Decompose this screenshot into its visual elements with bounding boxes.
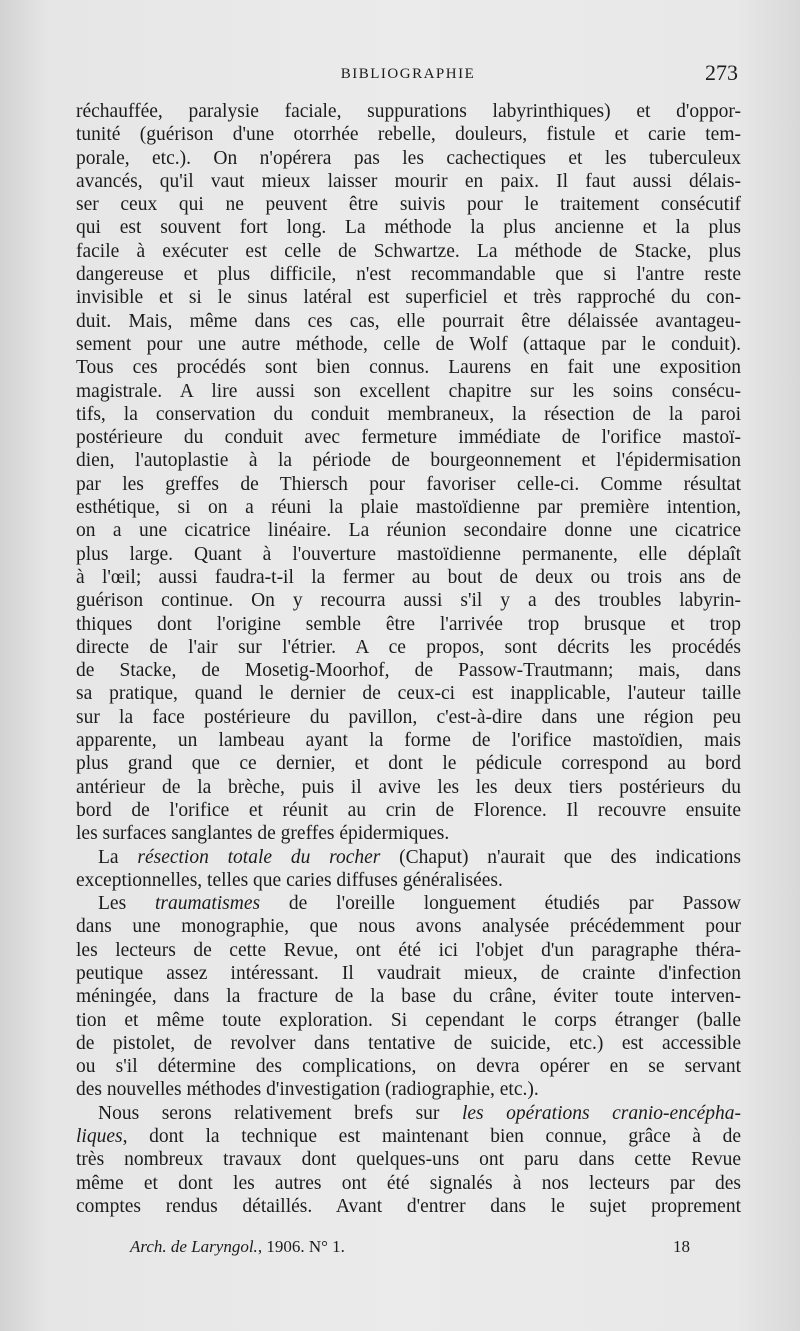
- text-line: peutique assez intéressant. Il vaudrait mieux, de crainte d'infection: [76, 962, 741, 984]
- text-line: comptes rendus détaillés. Avant d'entrer dans le sujet proprement: [76, 1195, 741, 1217]
- text-line: postérieure du conduit avec fermeture immédiate de l'orifice mastoï-: [76, 427, 741, 449]
- text-line: thiques dont l'origine semble être l'arrivée trop brusque et trop: [76, 613, 741, 635]
- journal-reference: Arch. de Laryngol., 1906. N° 1.: [130, 1237, 345, 1256]
- text-line: esthétique, si on a réuni la plaie mastoïdienne par première intention,: [76, 497, 741, 519]
- text-line: La résection totale du rocher (Chaput) n'aurait que des indications: [98, 846, 741, 868]
- text-line: ou s'il détermine des complications, on devra opérer en se servant: [76, 1056, 741, 1078]
- text-line: dans une monographie, que nous avons analysée précédemment pour: [76, 916, 741, 938]
- text-line: magistrale. A lire aussi son excellent chapitre sur les soins consécu-: [76, 380, 741, 402]
- text-line: méningée, dans la fracture de la base du crâne, éviter toute interven-: [76, 986, 741, 1008]
- paragraph-mastoid-operations: [76, 100, 741, 846]
- italic-term: traumatismes: [155, 893, 261, 915]
- text-line: ser ceux qui ne peuvent être suivis pour le traitement consécutif: [76, 194, 741, 216]
- text-line: réchauffée, paralysie faciale, suppurations labyrinthiques) et d'oppor-: [76, 101, 741, 122]
- text-line: directe de l'air sur l'étrier. A ce propos, sont décrits les procédés: [76, 636, 741, 658]
- text-line: de Stacke, de Mosetig-Moorhof, de Passow-Trautmann; mais, dans: [76, 660, 741, 682]
- text-line: qui est souvent fort long. La méthode la plus ancienne et la plus: [76, 217, 741, 239]
- text-line: on a une cicatrice linéaire. La réunion secondaire donne une cicatrice: [76, 520, 741, 542]
- page-header: [78, 60, 738, 88]
- text-line: tunité (guérison d'une otorrhée rebelle, douleurs, fistule et carie tem-: [76, 124, 741, 146]
- text-line: Nous serons relativement brefs sur les opérations cranio-encépha-: [98, 1102, 741, 1124]
- text-line: guérison continue. On y recourra aussi s'il y a des troubles labyrin-: [76, 590, 741, 612]
- text-line: sa pratique, quand le dernier de ceux-ci est inapplicable, l'auteur taille: [76, 683, 741, 705]
- text-line: porale, etc.). On n'opérera pas les cachectiques et les tuberculeux: [76, 147, 741, 169]
- text-line: des nouvelles méthodes d'investigation (radiographie, etc.).: [76, 1079, 539, 1101]
- italic-term: liques: [76, 1126, 123, 1148]
- text-line: exceptionnelles, telles que caries diffuses généralisées.: [76, 869, 503, 891]
- text-line: invisible et si le sinus latéral est superficiel et très rapproché du con-: [76, 287, 741, 309]
- text-line: apparente, un lambeau ayant la forme de l'orifice mastoïdien, mais: [76, 730, 741, 752]
- text-line: très nombreux travaux dont quelques-uns ont paru dans cette Revue: [76, 1149, 741, 1171]
- text-line: sur la face postérieure du pavillon, c'est-à-dire dans une région peu: [76, 706, 741, 728]
- text-line: antérieur de la brèche, puis il avive les les deux tiers postérieurs du: [76, 776, 741, 798]
- text-line: liques, dont la technique est maintenant bien connue, grâce à de: [76, 1126, 741, 1148]
- text-line: Les traumatismes de l'oreille longuement étudiés par Passow: [98, 893, 741, 915]
- text-line: tion et même toute exploration. Si cependant le corps étranger (balle: [76, 1009, 741, 1031]
- text-line: dien, l'autoplastie à la période de bourgeonnement et l'épidermisation: [76, 450, 741, 472]
- text-line: plus large. Quant à l'ouverture mastoïdienne permanente, elle déplaît: [76, 543, 741, 565]
- text-line: de pistolet, de revolver dans tentative de suicide, etc.) est accessible: [76, 1032, 741, 1054]
- paragraph-cranio-operations: [76, 1148, 741, 1218]
- text-line: sement pour une autre méthode, celle de Wolf (attaque par le conduit).: [76, 333, 741, 355]
- text-line: avancés, qu'il vaut mieux laisser mourir en paix. Il faut aussi délais-: [76, 170, 741, 192]
- text-line: plus grand que ce dernier, et dont le pédicule correspond au bord: [76, 753, 741, 775]
- italic-term: les opérations cranio-encépha-: [461, 1102, 741, 1124]
- running-head: BIBLIOGRAPHIE: [340, 66, 476, 82]
- text-line: par les greffes de Thiersch pour favoriser celle-ci. Comme résultat: [76, 473, 741, 495]
- footer-signature-line: [130, 1237, 690, 1263]
- text-line: les lecteurs de cette Revue, ont été ici l'objet d'un paragraphe théra-: [76, 939, 741, 961]
- body-text: [76, 100, 741, 1218]
- text-line: à l'œil; aussi faudra-t-il la fermer au bout de deux ou trois ans de: [76, 566, 741, 588]
- text-line: tifs, la conservation du conduit membraneux, la résection de la paroi: [76, 403, 741, 425]
- page-number: 273: [705, 60, 738, 85]
- text-line: bord de l'orifice et réunit au crin de Florence. Il recouvre ensuite: [76, 799, 741, 821]
- text-line: facile à exécuter est celle de Schwartze. La méthode de Stacke, plus: [76, 240, 741, 262]
- text-line: Tous ces procédés sont bien connus. Laurens en fait une exposition: [76, 357, 741, 379]
- paragraph-traumatismes: [76, 915, 741, 1101]
- italic-term: résection totale du rocher: [137, 846, 381, 868]
- signature-mark: 18: [673, 1237, 690, 1256]
- text-line: duit. Mais, même dans ces cas, elle pourrait être délaissée avantageu-: [76, 310, 741, 332]
- text-line: dangereuse et plus difficile, n'est recommandable que si l'antre reste: [76, 264, 741, 286]
- text-line: même et dont les autres ont été signalés à nos lecteurs par des: [76, 1172, 741, 1194]
- text-line: les surfaces sanglantes de greffes épidermiques.: [76, 823, 450, 845]
